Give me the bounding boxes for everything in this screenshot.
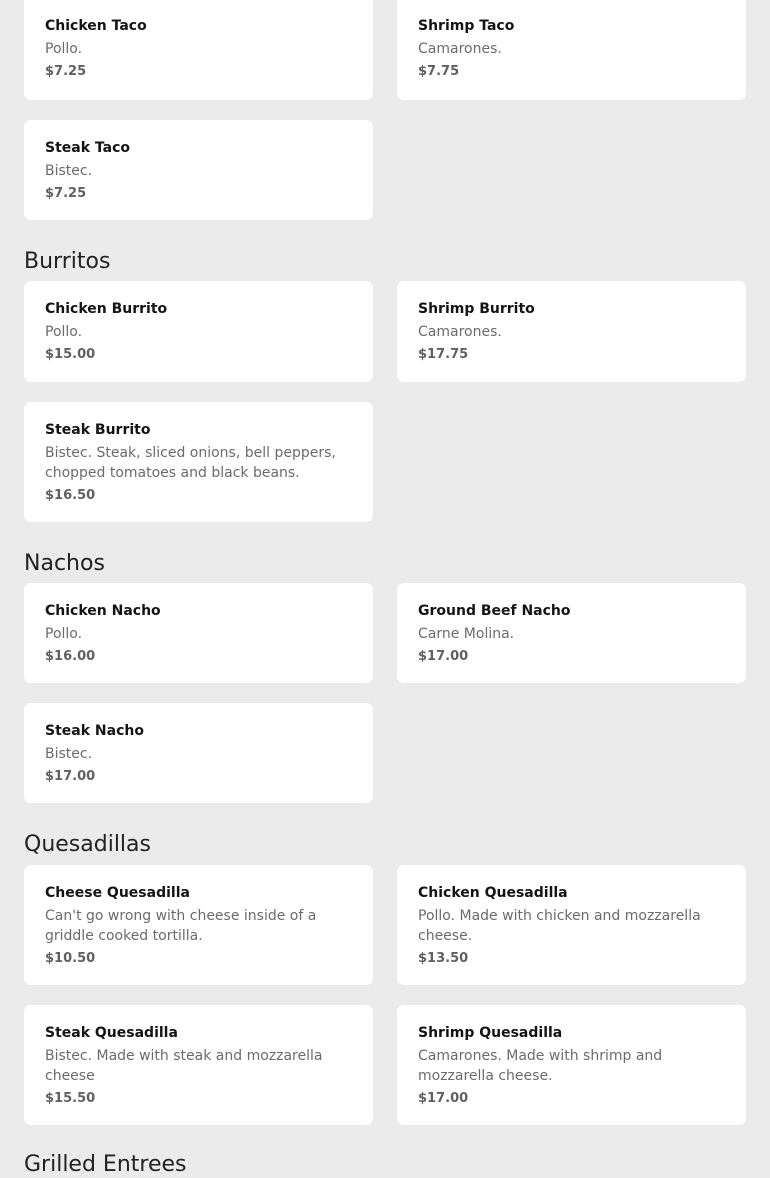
item-price: $15.00 bbox=[45, 347, 96, 362]
item-price: $10.50 bbox=[45, 951, 96, 966]
section-title-quesadillas: Quesadillas bbox=[24, 832, 151, 857]
menu-item-card[interactable] bbox=[397, 1005, 746, 1125]
section-title-burritos: Burritos bbox=[24, 249, 111, 274]
item-name: Steak Nacho bbox=[45, 723, 144, 739]
menu-item-card[interactable] bbox=[24, 281, 373, 382]
item-price: $17.00 bbox=[418, 649, 469, 664]
section-title-nachos: Nachos bbox=[24, 551, 105, 576]
item-description: Camarones. bbox=[418, 41, 502, 57]
item-description: Bistec. Steak, sliced onions, bell peppers, chopped tomatoes and black beans. bbox=[45, 445, 336, 481]
item-price: $16.00 bbox=[45, 649, 96, 664]
menu-item-card[interactable] bbox=[397, 583, 746, 683]
menu-item-card[interactable] bbox=[24, 865, 373, 985]
menu-item-card[interactable] bbox=[24, 402, 373, 522]
item-description: Camarones. Made with shrimp and mozzarella cheese. bbox=[418, 1048, 663, 1084]
item-price: $15.50 bbox=[45, 1091, 96, 1106]
item-name: Shrimp Burrito bbox=[418, 301, 535, 317]
menu-item-card[interactable] bbox=[397, 865, 746, 985]
item-name: Chicken Taco bbox=[45, 18, 147, 34]
menu-item-card[interactable] bbox=[24, 0, 373, 100]
item-price: $7.75 bbox=[418, 64, 460, 79]
item-description: Bistec. bbox=[45, 163, 93, 179]
item-price: $17.00 bbox=[418, 1091, 469, 1106]
item-name: Steak Quesadilla bbox=[45, 1025, 178, 1041]
item-name: Shrimp Quesadilla bbox=[418, 1025, 563, 1041]
item-name: Chicken Burrito bbox=[45, 301, 168, 317]
item-description: Pollo. bbox=[45, 626, 83, 642]
item-name: Steak Burrito bbox=[45, 422, 151, 438]
item-description: Pollo. bbox=[45, 41, 83, 57]
item-description: Pollo. bbox=[45, 324, 83, 340]
item-name: Chicken Quesadilla bbox=[418, 885, 568, 901]
menu-item-card[interactable] bbox=[24, 120, 373, 220]
menu-item-card[interactable] bbox=[397, 281, 746, 382]
item-description: Pollo. Made with chicken and mozzarella cheese. bbox=[418, 908, 701, 944]
menu-item-card[interactable] bbox=[397, 0, 746, 100]
section-title-grilled-entrees: Grilled Entrees bbox=[24, 1152, 187, 1177]
item-price: $7.25 bbox=[45, 186, 87, 201]
menu-item-card[interactable] bbox=[24, 1005, 373, 1125]
item-description: Camarones. bbox=[418, 324, 502, 340]
item-name: Cheese Quesadilla bbox=[45, 885, 190, 901]
item-price: $17.00 bbox=[45, 769, 96, 784]
item-description: Bistec. Made with steak and mozzarella cheese bbox=[45, 1048, 323, 1084]
item-description: Bistec. bbox=[45, 746, 93, 762]
menu-item-card[interactable] bbox=[24, 703, 373, 803]
item-description: Can't go wrong with cheese inside of a griddle cooked tortilla. bbox=[45, 908, 317, 944]
item-name: Ground Beef Nacho bbox=[418, 603, 571, 619]
item-description: Carne Molina. bbox=[418, 626, 515, 642]
menu-item-card[interactable] bbox=[24, 583, 373, 683]
item-price: $17.75 bbox=[418, 347, 469, 362]
item-name: Shrimp Taco bbox=[418, 18, 515, 34]
item-price: $7.25 bbox=[45, 64, 87, 79]
item-price: $13.50 bbox=[418, 951, 469, 966]
item-name: Chicken Nacho bbox=[45, 603, 161, 619]
item-name: Steak Taco bbox=[45, 140, 131, 156]
item-price: $16.50 bbox=[45, 488, 96, 503]
